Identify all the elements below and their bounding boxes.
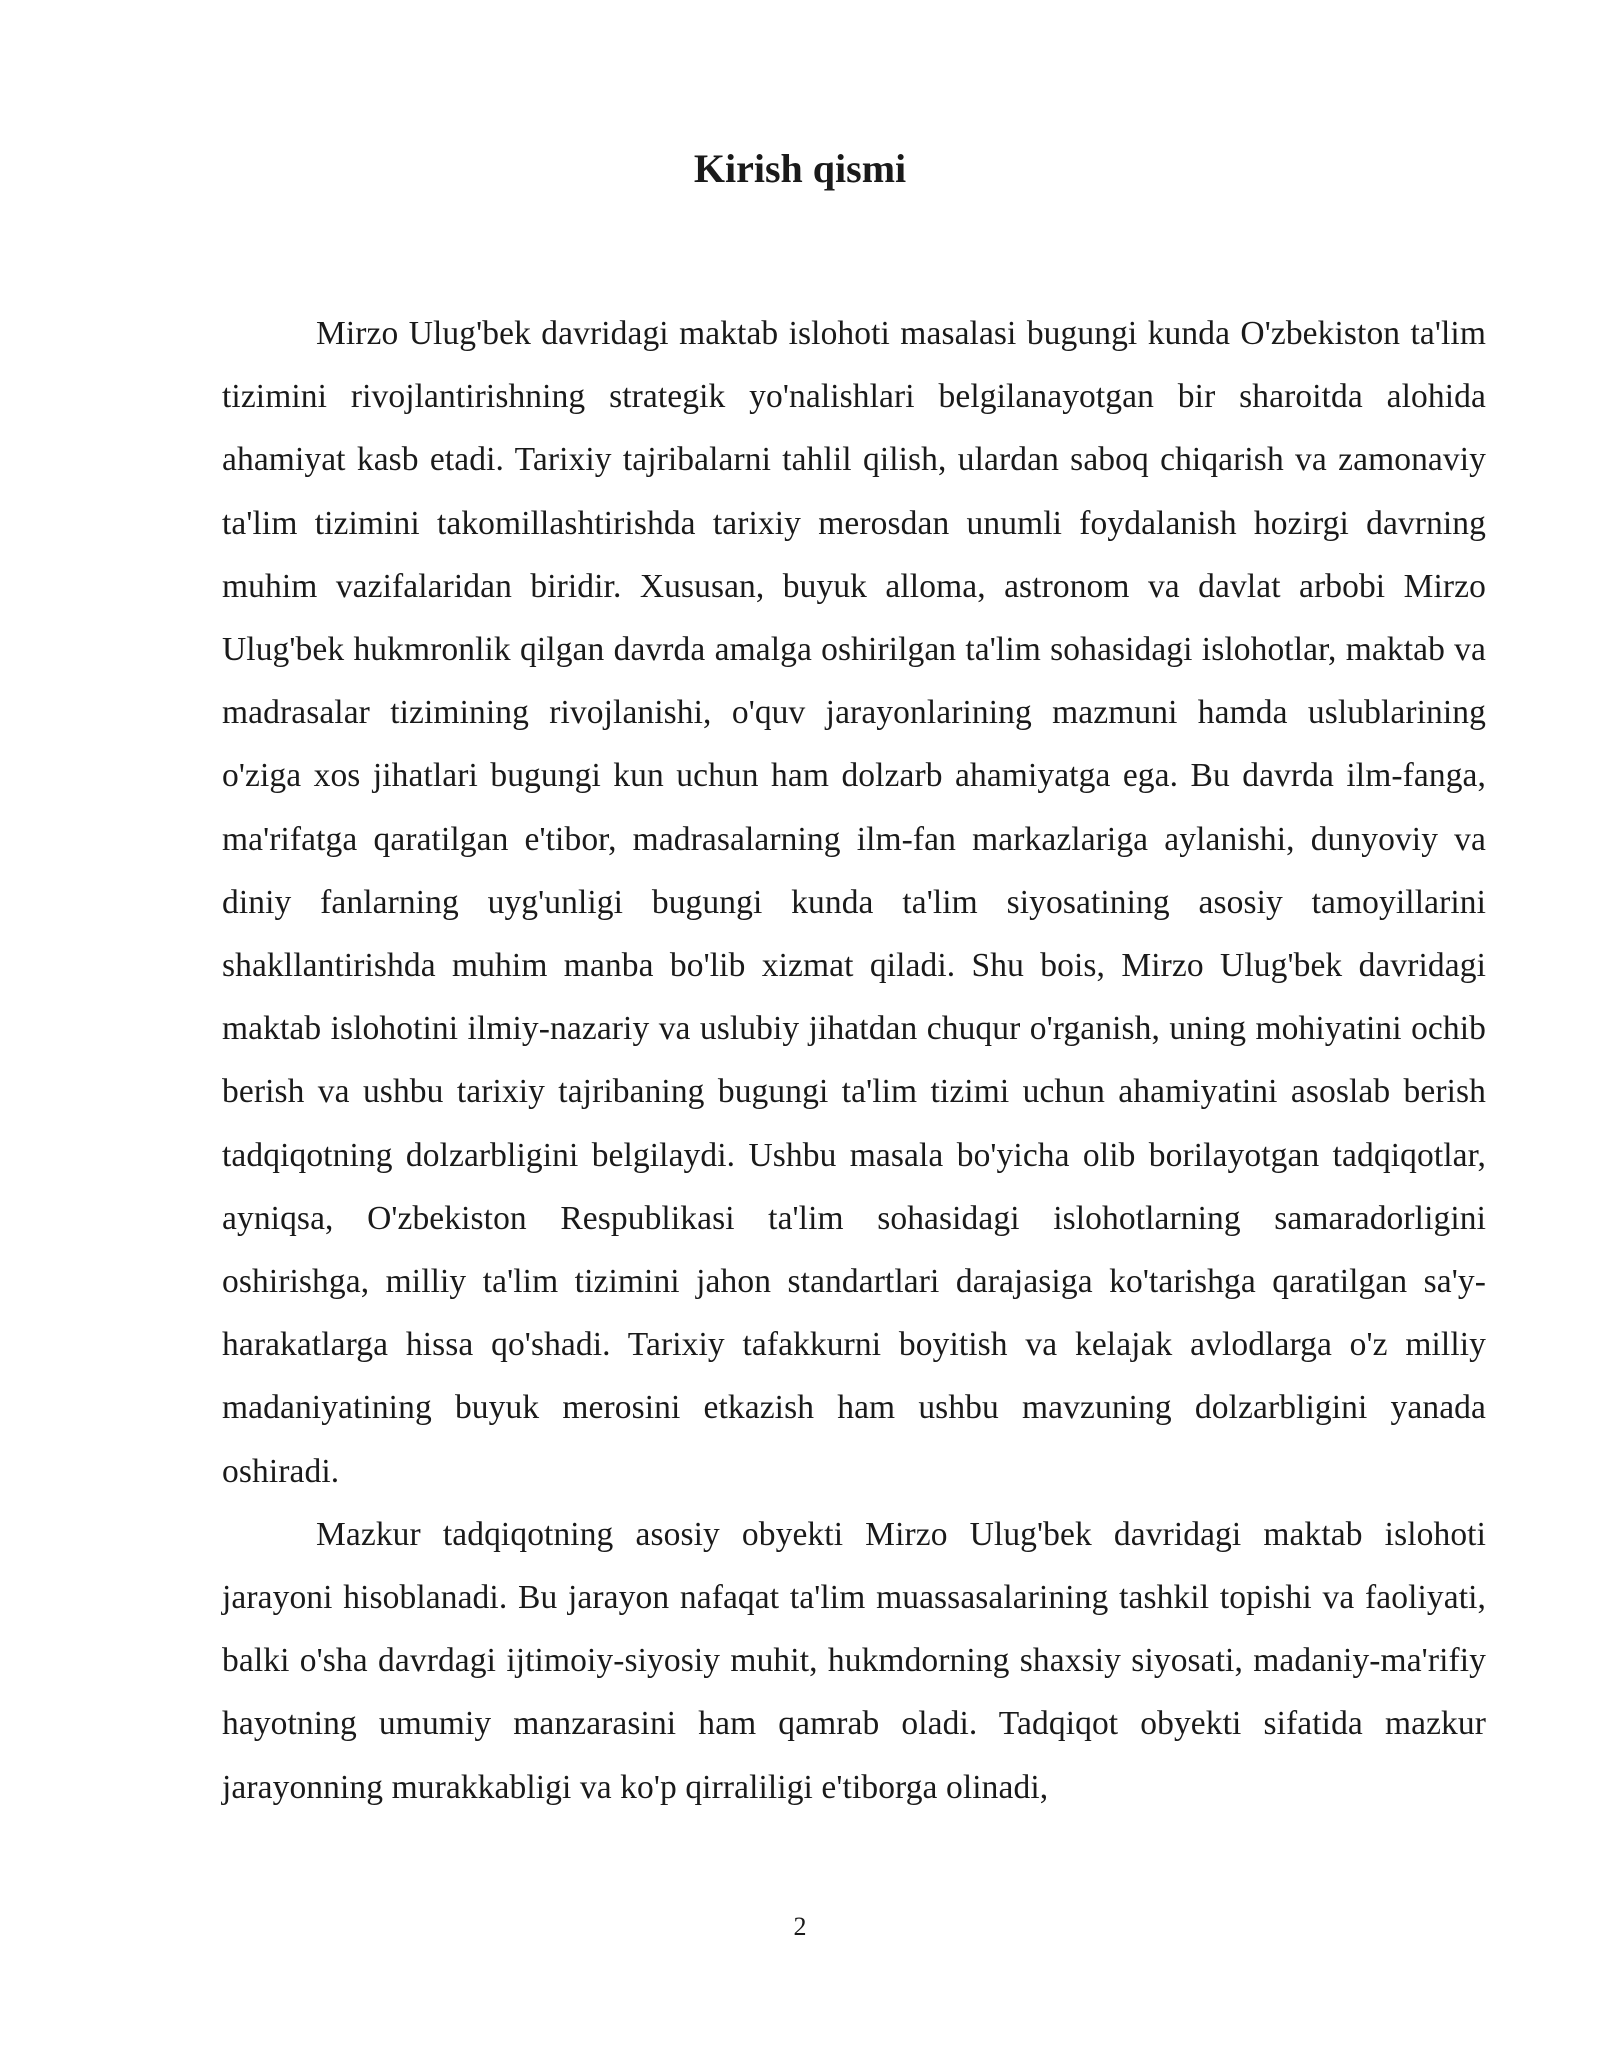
body-text <box>222 302 1486 1819</box>
page-number: 2 <box>793 1912 807 1941</box>
paragraph-research-object: Mazkur tadqiqotning asosiy obyekti Mirzo Ulug'bek davridagi maktab islohoti jarayoni hisoblanadi. Bu jarayon nafaqat ta'lim muassasalarining tashkil topishi va faoliyati, balki o'sha davrdagi ijtimoiy-siyosiy muhit, hukmdorning shaxsiy siyosati, madaniy-ma'rifiy hayotning umumiy manzarasini ham qamrab oladi. Tadqiqot obyekti sifatida mazkur jarayonning murakkabligi va ko'p qirraliligi e'tiborga olinadi, <box>222 1515 1486 1806</box>
paragraph-relevance: Mirzo Ulug'bek davridagi maktab islohoti masalasi bugungi kunda O'zbekiston ta'lim tizimini rivojlantirishning strategik yo'nalishlari belgilanayotgan bir sharoitda alohida ahamiyat kasb etadi. Tarixiy tajribalarni tahlil qilish, ulardan saboq chiqarish va zamonaviy ta'lim tizimini takomillashtirishda tarixiy merosdan unumli foydalanish hozirgi davrning muhim vazifalaridan biridir. Xususan, buyuk alloma, astronom va davlat arbobi Mirzo Ulug'bek hukmronlik qilgan davrda amalga oshirilgan ta'lim sohasidagi islohotlar, maktab va madrasalar tizimining rivojlanishi, o'quv jarayonlarining mazmuni hamda uslublarining o'ziga xos jihatlari bugungi kun uchun ham dolzarb ahamiyatga ega. Bu davrda ilm-fanga, ma'rifatga qaratilgan e'tibor, madrasalarning ilm-fan markazlariga aylanishi, dunyoviy va diniy fanlarning uyg'unligi bugungi kunda ta'lim siyosatining asosiy tamoyillarini shakllantirishda muhim manba bo'lib xizmat qiladi. Shu bois, Mirzo Ulug'bek davridagi maktab islohotini ilmiy-nazariy va uslubiy jihatdan chuqur o'rganish, uning mohiyatini ochib berish va ushbu tarixiy tajribaning bugungi ta'lim tizimi uchun ahamiyatini asoslab berish tadqiqotning dolzarbligini belgilaydi. Ushbu masala bo'yicha olib borilayotgan tadqiqotlar, ayniqsa, O'zbekiston Respublikasi ta'lim sohasidagi islohotlarning samaradorligini oshirishga, milliy ta'lim tizimini jahon standartlari darajasiga ko'tarishga qaratilgan sa'y-harakatlarga hissa qo'shadi. Tarixiy tafakkurni boyitish va kelajak avlodlarga o'z milliy madaniyatining buyuk merosini etkazish ham ushbu mavzuning dolzarbligini yanada oshiradi. <box>222 315 1486 1490</box>
page-title: Kirish qismi <box>693 146 907 191</box>
